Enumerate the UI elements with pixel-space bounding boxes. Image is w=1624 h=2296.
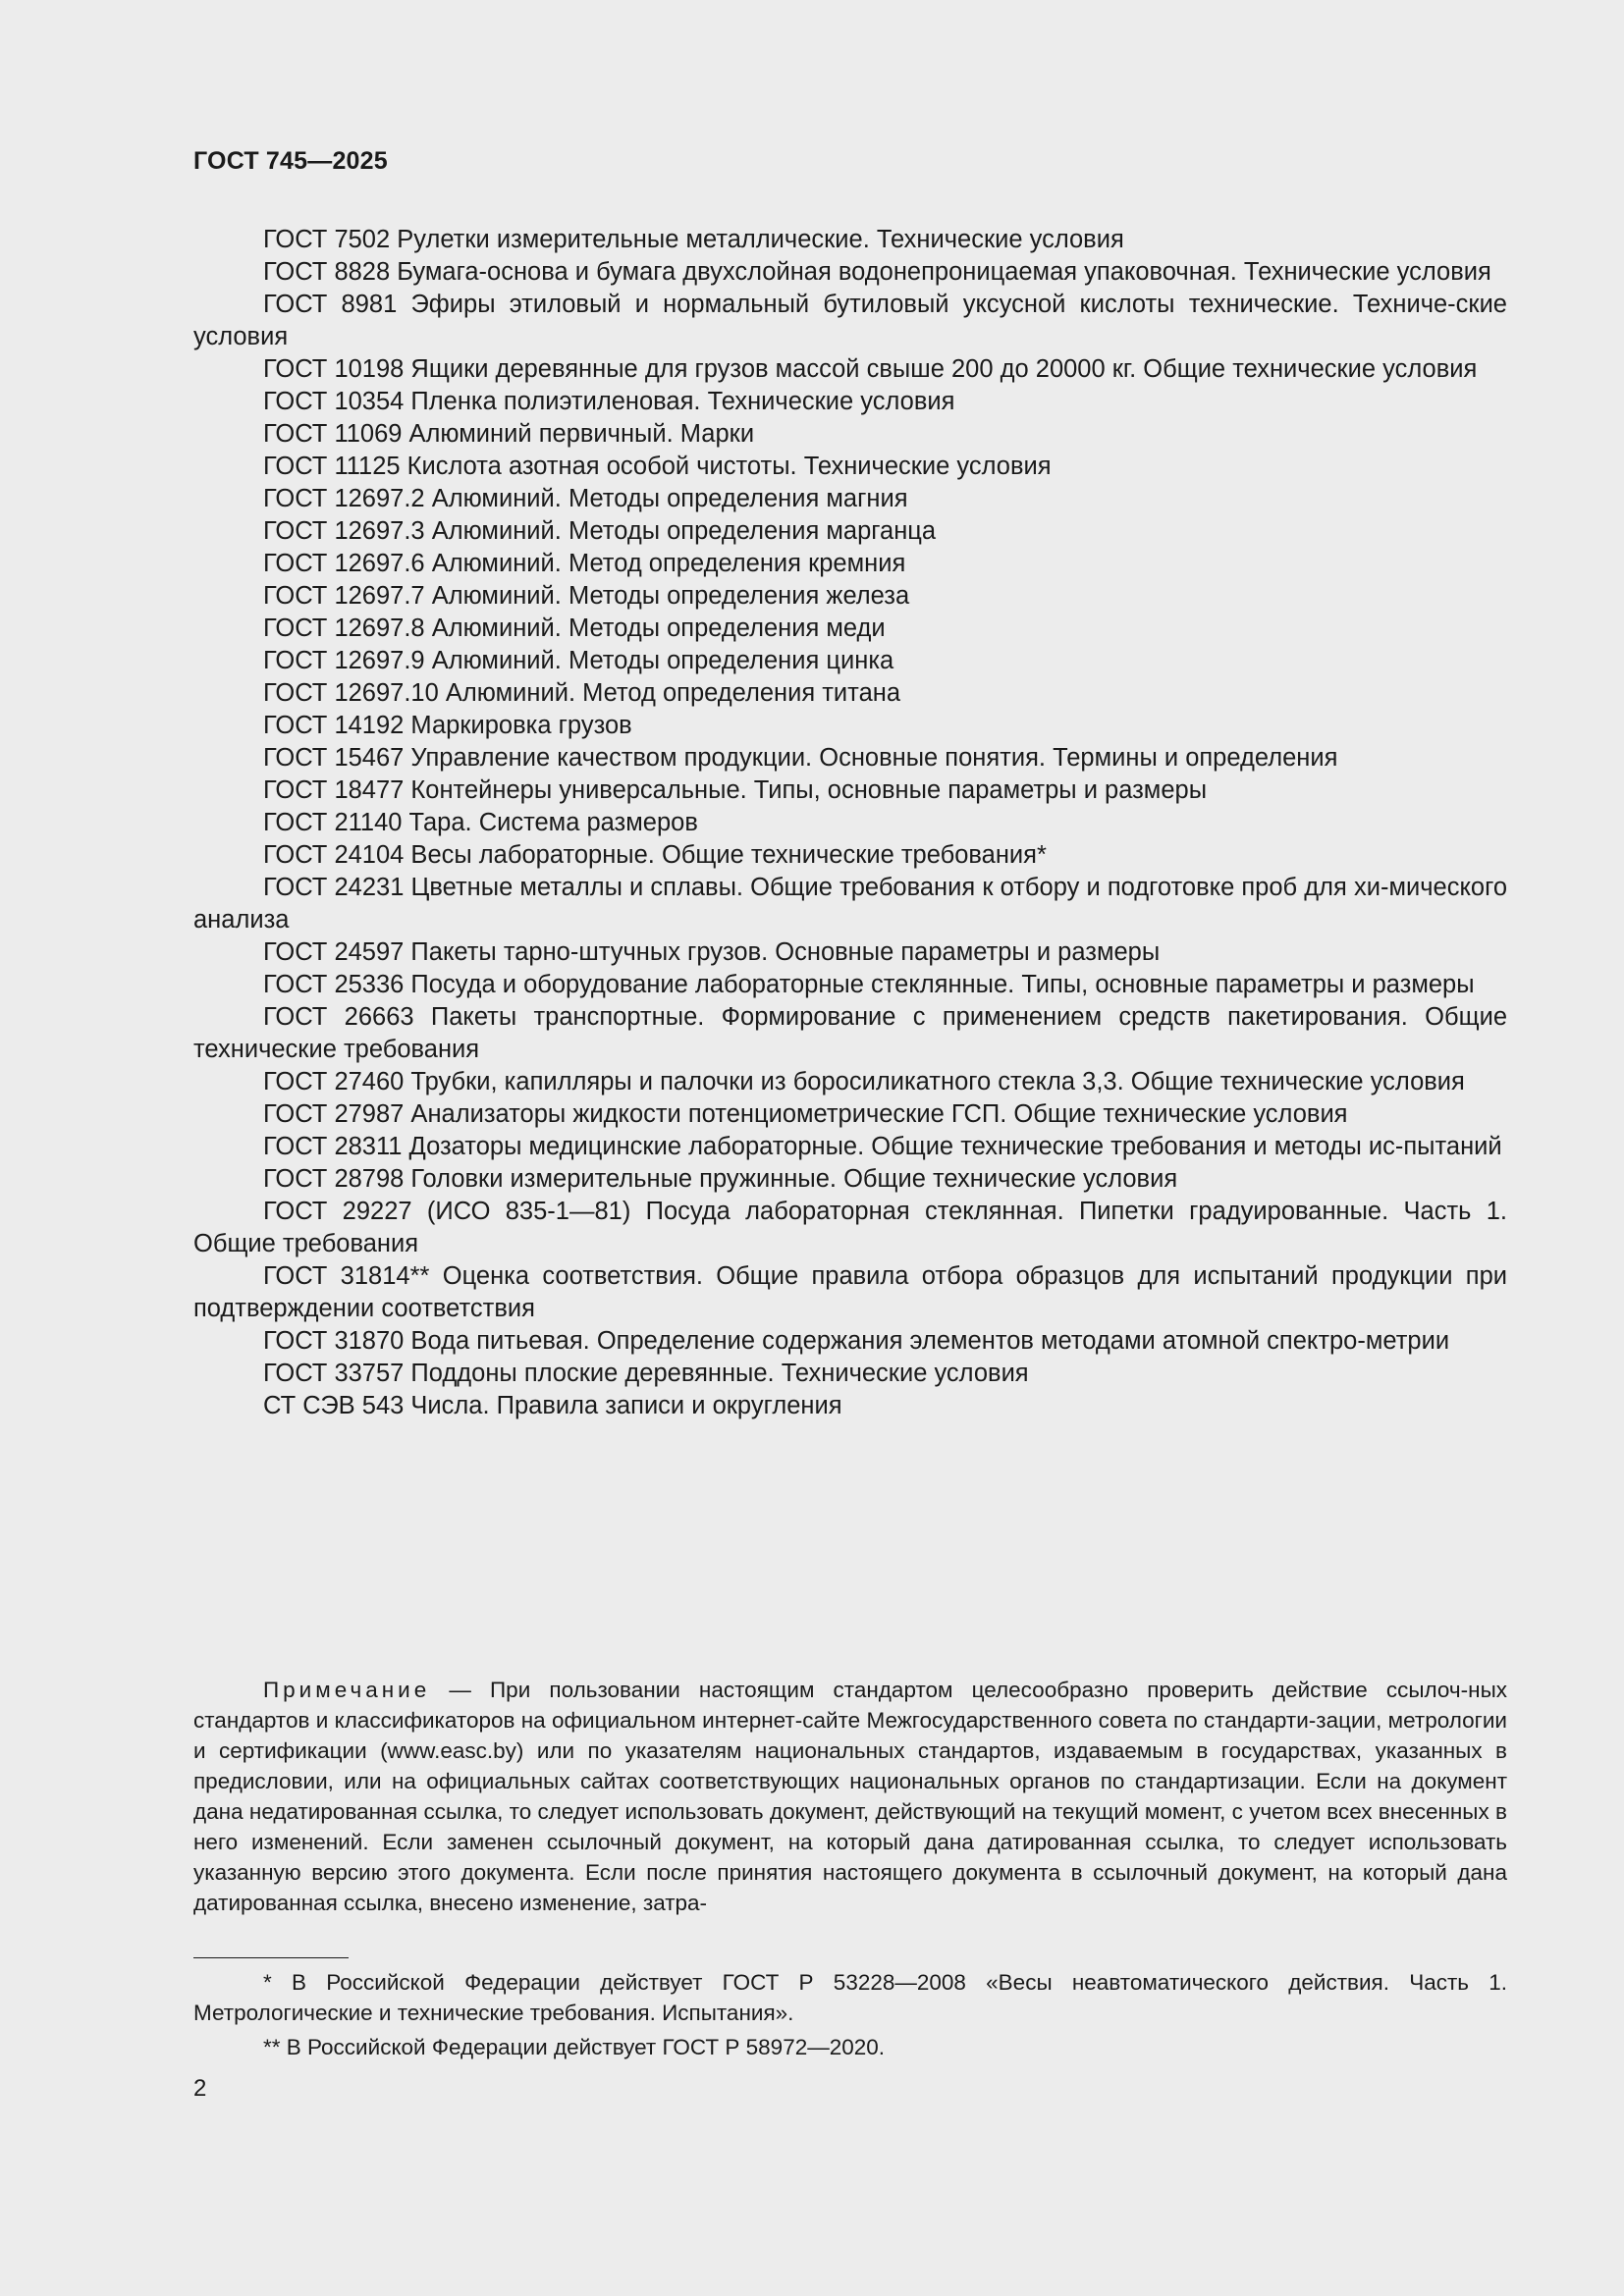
reference-item: ГОСТ 25336 Посуда и оборудование лабораторные стеклянные. Типы, основные параметры и размеры — [263, 971, 1475, 998]
reference-item: ГОСТ 29227 (ИСО 835-1—81) Посуда лабораторная стеклянная. Пипетки градуированные. Часть 1. Общие требования — [193, 1198, 1507, 1257]
reference-item: ГОСТ 27987 Анализаторы жидкости потенциометрические ГСП. Общие технические условия — [263, 1100, 1348, 1128]
reference-item: ГОСТ 24597 Пакеты тарно-штучных грузов. Основные параметры и размеры — [263, 938, 1161, 966]
page-number: 2 — [193, 2075, 207, 2102]
reference-item: ГОСТ 12697.2 Алюминий. Методы определения магния — [263, 485, 908, 512]
reference-item: ГОСТ 8828 Бумага-основа и бумага двухслойная водонепроницаемая упаковочная. Технические условия — [263, 258, 1491, 286]
reference-item: ГОСТ 27460 Трубки, капилляры и палочки из боросиликатного стекла 3,3. Общие технические условия — [263, 1068, 1465, 1095]
reference-item: ГОСТ 12697.10 Алюминий. Метод определения титана — [263, 679, 901, 707]
reference-item: ГОСТ 24104 Весы лабораторные. Общие технические требования* — [263, 841, 1047, 869]
reference-item: ГОСТ 28311 Дозаторы медицинские лабораторные. Общие технические требования и методы ис-пытаний — [263, 1133, 1502, 1160]
reference-item: ГОСТ 12697.8 Алюминий. Методы определения меди — [263, 614, 886, 642]
footnote-separator — [193, 1957, 349, 1958]
reference-item: ГОСТ 31814** Оценка соответствия. Общие правила отбора образцов для испытаний продукции при подтверждении соответствия — [193, 1262, 1507, 1322]
reference-item: ГОСТ 8981 Эфиры этиловый и нормальный бутиловый уксусной кислоты технические. Техниче-ские условия — [193, 291, 1507, 350]
note-text: — При пользовании настоящим стандартом целесообразно проверить действие ссылоч-ных стандартов и классификаторов на официальном интернет-сайте Межгосударственного совета по стандарти-зации, метрологии и сертификации (www.easc.by) или по указателям национальных стандартов, издаваемым в государствах, указанных в предисловии, или на официальных сайтах соответствующих национальных органов по стандартизации. Если на документ дана недатированная ссылка, то следует использовать документ, действующий на текущий момент, с учетом всех внесенных в него изменений. Если заменен ссылочный документ, на который дана датированная ссылка, то следует использовать указанную версию этого документа. Если после принятия настоящего документа в ссылочный документ, на который дана датированная ссылка, внесено изменение, затра- — [193, 1678, 1507, 1915]
reference-item: ГОСТ 12697.6 Алюминий. Метод определения кремния — [263, 550, 906, 577]
reference-item: ГОСТ 15467 Управление качеством продукции. Основные понятия. Термины и определения — [263, 744, 1338, 772]
footnotes — [193, 1967, 1507, 2066]
reference-item: ГОСТ 18477 Контейнеры универсальные. Типы, основные параметры и размеры — [263, 776, 1208, 804]
reference-item: ГОСТ 33757 Поддоны плоские деревянные. Технические условия — [263, 1360, 1029, 1387]
reference-item: СТ СЭВ 543 Числа. Правила записи и округления — [263, 1392, 842, 1419]
reference-item: ГОСТ 11069 Алюминий первичный. Марки — [263, 420, 755, 448]
reference-item: ГОСТ 7502 Рулетки измерительные металлические. Технические условия — [263, 226, 1124, 253]
reference-item: ГОСТ 24231 Цветные металлы и сплавы. Общие требования к отбору и подготовке проб для хи-мического анализа — [193, 874, 1507, 934]
reference-item: ГОСТ 12697.3 Алюминий. Методы определения марганца — [263, 517, 937, 545]
normative-references-list — [193, 224, 1507, 1422]
reference-item: ГОСТ 12697.9 Алюминий. Методы определения цинка — [263, 647, 894, 674]
reference-item: ГОСТ 14192 Маркировка грузов — [263, 712, 632, 739]
reference-item: ГОСТ 26663 Пакеты транспортные. Формирование с применением средств пакетирования. Общие технические требования — [193, 1003, 1507, 1063]
note-label: Примечание — [263, 1678, 431, 1702]
reference-item: ГОСТ 21140 Тара. Система размеров — [263, 809, 698, 836]
reference-item: ГОСТ 31870 Вода питьевая. Определение содержания элементов методами атомной спектро-метрии — [263, 1327, 1450, 1355]
reference-item: ГОСТ 10354 Пленка полиэтиленовая. Технические условия — [263, 388, 955, 415]
document-code-header: ГОСТ 745—2025 — [193, 147, 388, 175]
footnote-item: * В Российской Федерации действует ГОСТ Р 53228—2008 «Весы неавтоматического действия. Часть 1. Метрологические и технические требования. Испытания». — [193, 1970, 1507, 2025]
reference-item: ГОСТ 11125 Кислота азотная особой чистоты. Технические условия — [263, 453, 1052, 480]
reference-item: ГОСТ 12697.7 Алюминий. Методы определения железа — [263, 582, 910, 610]
note-paragraph — [193, 1675, 1507, 1918]
reference-item: ГОСТ 10198 Ящики деревянные для грузов массой свыше 200 до 20000 кг. Общие технические условия — [263, 355, 1478, 383]
footnote-item: ** В Российской Федерации действует ГОСТ Р 58972—2020. — [263, 2035, 886, 2059]
reference-item: ГОСТ 28798 Головки измерительные пружинные. Общие технические условия — [263, 1165, 1178, 1193]
